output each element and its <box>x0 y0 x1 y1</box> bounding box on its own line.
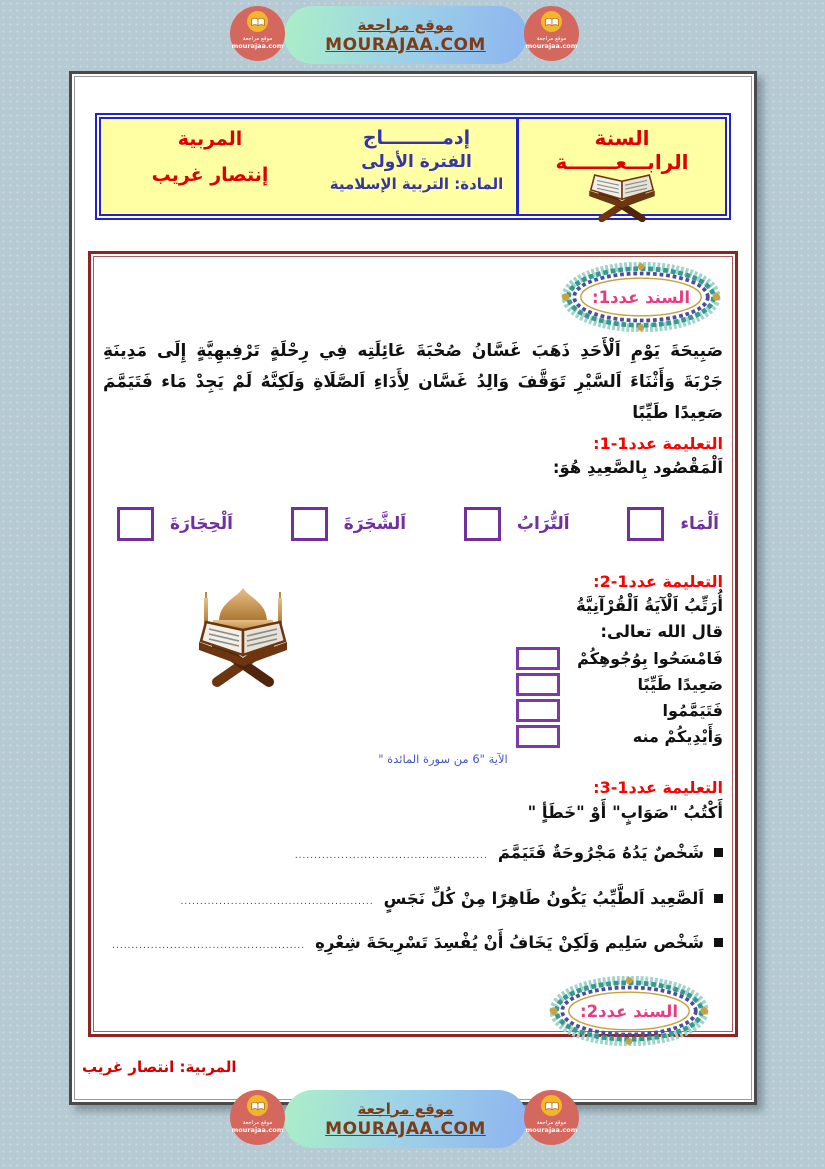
option-tree <box>291 507 406 541</box>
answer-blank[interactable]: .................................................. <box>112 941 306 951</box>
answer-checkbox[interactable] <box>291 507 328 541</box>
teacher-title: المربية <box>177 128 243 150</box>
true-false-item <box>103 930 723 954</box>
order-checkbox[interactable] <box>516 673 560 696</box>
header-activity: إدمـــــــــاج <box>362 127 471 149</box>
task3-title: التعليمة عدد1-3: <box>593 778 723 797</box>
statement-text: اَلصَّعِيد اَلطَّيِّبُ يَكُونُ طَاهِرًا مِنْ كُلِّ نَجَسٍ <box>383 888 704 908</box>
site-domain-link[interactable]: MOURAJAA.COM <box>325 34 486 55</box>
badge1-label: السند عدد1: <box>592 287 691 307</box>
task2-title: التعليمة عدد1-2: <box>593 572 723 591</box>
top-banner <box>0 4 825 68</box>
header-period: الفترة الأولى <box>361 152 472 172</box>
option-stones <box>117 507 233 541</box>
answer-checkbox[interactable] <box>117 507 154 541</box>
site-banner-pill <box>284 6 527 64</box>
book-icon <box>247 11 268 32</box>
teacher-name: إنتصار غريب <box>151 164 269 186</box>
true-false-item <box>103 840 723 864</box>
option-label: اَلشَّجَرَةَ <box>343 514 407 534</box>
section-badge-2 <box>549 976 709 1046</box>
answer-checkbox[interactable] <box>627 507 664 541</box>
year-line2: الرابـــعـــــــة <box>555 150 689 174</box>
bullet-icon <box>714 938 723 947</box>
true-false-item <box>103 886 723 910</box>
site-name-link[interactable]: موقع مراجعة <box>357 15 454 34</box>
logo-arabic-text: موقع مراجعة <box>242 36 273 42</box>
site-logo-badge <box>230 6 285 61</box>
ayah-fragment: صَعِيدًا طَيِّبًا <box>637 674 723 694</box>
book-icon <box>541 11 562 32</box>
task1-title: التعليمة عدد1-1: <box>593 434 723 453</box>
site-logo-badge <box>524 6 579 61</box>
task1-options-row <box>117 497 719 551</box>
ayah-reference: الآية "6 من سورة المائدة " <box>378 752 508 766</box>
header-cell-year <box>519 119 725 214</box>
quran-mosque-illustration <box>183 584 303 688</box>
ayah-fragment: فَتَيَمَّمُوا <box>662 700 723 720</box>
site-name-link[interactable]: موقع مراجعة <box>357 1099 454 1118</box>
year-line1: السنة <box>594 126 650 150</box>
header-table <box>99 117 727 216</box>
logo-arabic-text: موقع مراجعة <box>242 1120 273 1126</box>
logo-arabic-text: موقع مراجعة <box>536 1120 567 1126</box>
header-cell-teacher <box>103 119 317 214</box>
order-checkbox[interactable] <box>516 725 560 748</box>
worksheet-body <box>88 251 738 1037</box>
site-domain-link[interactable]: MOURAJAA.COM <box>325 1118 486 1139</box>
logo-domain-text: mourajaa.com <box>231 42 284 50</box>
ayah-fragment-row <box>103 697 723 723</box>
site-banner-pill <box>284 1090 527 1148</box>
option-soil <box>464 507 570 541</box>
ayah-fragment: وَأَيْدِيكُمْ منه <box>632 726 723 746</box>
logo-arabic-text: موقع مراجعة <box>536 36 567 42</box>
answer-blank[interactable]: .................................................. <box>180 897 374 907</box>
task2-instruction: أُرَتِّبُ اَلْآيَةُ اَلْقُرْآنِيَّةُ <box>575 596 723 615</box>
site-logo-badge <box>524 1090 579 1145</box>
section-badge-1 <box>561 262 721 332</box>
statement-text: شَخْص سَلِيم وَلَكِنْ يَخَافُ أَنْ يُفْسِدَ تَسْرِيحَةَ شِعْرِهِ <box>315 932 704 952</box>
reading-passage: صَبِيحَةَ يَوْمِ اَلْأَحَدِ ذَهَبَ غَسَّانُ صُحْبَةَ عَائِلَتِه فِي رِحْلَةٍ تَرْفِيهِيَّةٍ إِلَى مَدِينَةِ جَرْبَةَ وَأَثْنَاءَ اَلسَّيْرِ تَوَقَّفَ وَالِدُ غَسَّان لِأَدَاءِ اَلصَّلَاةِ وَلَكِنَّهُ لَمْ يَجِدْ مَاء فَتَيَمَّمَ صَعِيدًا طَيِّبًا <box>103 341 723 423</box>
statement-text: شَخْصٌ يَدُهُ مَجْرُوحَةٌ فَتَيَمَّمَ <box>497 842 704 862</box>
task1-question: اَلْمَقْصُود بِالصَّعِيدِ هُوَ: <box>552 458 723 477</box>
option-label: اَلْمَاء <box>680 514 719 534</box>
book-icon <box>247 1095 268 1116</box>
task2-intro: قال الله تعالى: <box>600 622 723 641</box>
quran-on-stand-icon <box>583 164 661 222</box>
bottom-banner <box>0 1088 825 1152</box>
header-cell-subject <box>317 119 519 214</box>
answer-checkbox[interactable] <box>464 507 501 541</box>
order-checkbox[interactable] <box>516 647 560 670</box>
logo-domain-text: mourajaa.com <box>525 42 578 50</box>
book-icon <box>541 1095 562 1116</box>
option-label: اَلْحِجَارَةَ <box>170 514 233 534</box>
bullet-icon <box>714 894 723 903</box>
ayah-fragment: فَامْسَحُوا بِوُجُوهِكُمْ <box>577 648 723 668</box>
task3-instruction: أَكْتُبُ "صَوَابٍ" أَوْ "خَطَأٍ " <box>527 803 723 822</box>
logo-domain-text: mourajaa.com <box>231 1126 284 1134</box>
document-page <box>69 71 757 1105</box>
order-checkbox[interactable] <box>516 699 560 722</box>
badge2-label: السند عدد2: <box>580 1001 679 1021</box>
logo-domain-text: mourajaa.com <box>525 1126 578 1134</box>
bullet-icon <box>714 848 723 857</box>
option-label: اَلتُّرَابُ <box>516 514 570 534</box>
teacher-signature: المربية: انتصار غريب <box>82 1058 237 1076</box>
ayah-fragment-row <box>103 723 723 749</box>
header-subject: المادة: التربية الإسلامية <box>329 175 504 193</box>
site-logo-badge <box>230 1090 285 1145</box>
option-water <box>627 507 719 541</box>
answer-blank[interactable]: .................................................. <box>294 851 488 861</box>
